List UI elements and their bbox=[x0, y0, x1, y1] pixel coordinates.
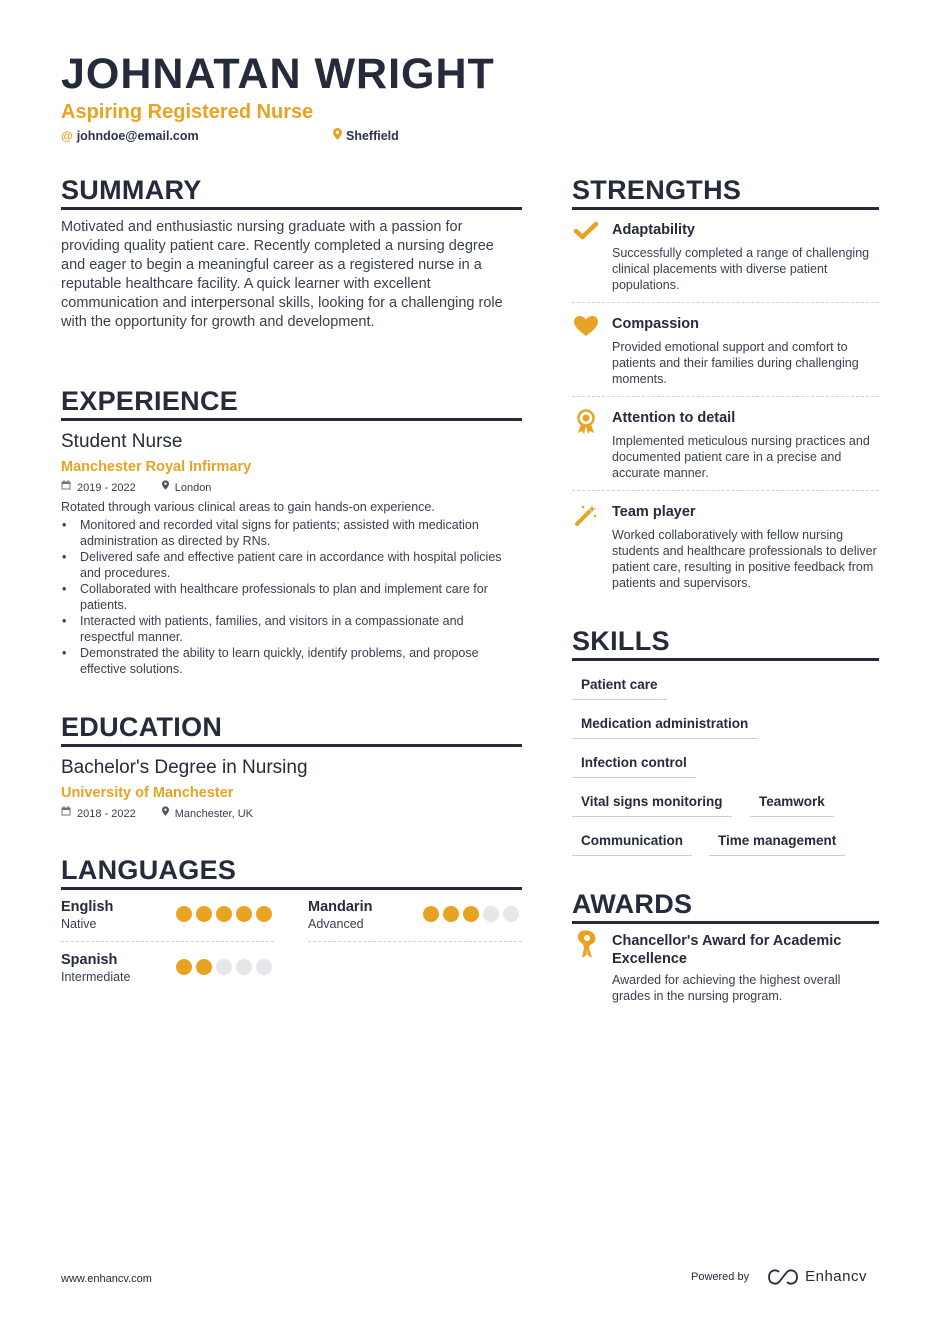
skill-tag: Medication administration bbox=[572, 715, 757, 739]
checkmark-icon bbox=[572, 221, 600, 245]
rating-dot-filled bbox=[196, 959, 212, 975]
strength-desc: Worked collaboratively with fellow nursing students and healthcare professionals to deliver patient care, resulting in positive feedback from patients and supervisors. bbox=[612, 528, 877, 590]
skill-tag: Infection control bbox=[572, 754, 696, 778]
job-organization: Manchester Royal Infirmary bbox=[61, 459, 252, 475]
location-text: Sheffield bbox=[346, 129, 399, 143]
calendar-icon bbox=[61, 480, 71, 495]
candidate-title: Aspiring Registered Nurse bbox=[61, 101, 314, 123]
languages-heading: LANGUAGES bbox=[61, 855, 522, 890]
language-name: English bbox=[61, 899, 114, 915]
rating-dot-filled bbox=[423, 906, 439, 922]
location-pin-icon bbox=[162, 806, 169, 821]
candidate-name: JOHNATAN WRIGHT bbox=[61, 50, 495, 98]
summary-text: Motivated and enthusiastic nursing graduate with a passion for providing quality patient care. Recently completed a nursing degree and eager to begin a meaningful career as a registered nurse in a reputable healthcare facility. A quick learner with excellent communication and interpersonal skills, looking for a challenging role with the opportunity for growth and development. bbox=[61, 219, 503, 330]
location-pin-icon bbox=[333, 128, 342, 144]
award-title: Chancellor's Award for Academic Excellence bbox=[612, 933, 842, 967]
contact-email[interactable] bbox=[61, 128, 199, 144]
rating-dot-empty bbox=[503, 906, 519, 922]
strength-title: Team player bbox=[612, 504, 696, 520]
skills-heading: SKILLS bbox=[572, 626, 879, 661]
job-location: London bbox=[174, 481, 212, 494]
award-description: Awarded for achieving the highest overall grades in the nursing program. bbox=[612, 973, 841, 1003]
language-name: Mandarin bbox=[308, 899, 373, 915]
education-location: Manchester, UK bbox=[174, 807, 253, 820]
job-role: Student Nurse bbox=[61, 431, 183, 452]
divider bbox=[308, 941, 522, 942]
medal-icon bbox=[572, 409, 600, 433]
heart-icon bbox=[572, 315, 600, 339]
list-item: • Demonstrated the ability to learn quickly, identify problems, and propose effective solutions. bbox=[61, 645, 516, 677]
strength-title: Adaptability bbox=[612, 222, 695, 238]
rating-dot-filled bbox=[256, 906, 272, 922]
school-name: University of Manchester bbox=[61, 785, 234, 801]
language-item bbox=[308, 898, 521, 932]
language-rating bbox=[423, 906, 519, 922]
strength-desc: Provided emotional support and comfort to patients and their families during challenging moments. bbox=[612, 340, 859, 386]
enhancv-logo-icon bbox=[767, 1269, 799, 1285]
education-dates: 2018 - 2022 bbox=[77, 807, 136, 820]
brand-name: Enhancv bbox=[805, 1268, 867, 1285]
language-item bbox=[61, 898, 274, 932]
language-item bbox=[61, 951, 274, 985]
skill-tag: Teamwork bbox=[750, 793, 834, 817]
education-heading: EDUCATION bbox=[61, 712, 522, 747]
language-level: Native bbox=[61, 917, 97, 931]
language-level: Advanced bbox=[308, 917, 364, 931]
strength-title: Attention to detail bbox=[612, 410, 736, 426]
calendar-icon bbox=[61, 806, 71, 821]
skill-tag: Time management bbox=[709, 832, 845, 856]
strength-title: Compassion bbox=[612, 316, 700, 332]
job-bullets bbox=[61, 517, 516, 677]
list-item: • Interacted with patients, families, and visitors in a compassionate and respectful manner. bbox=[61, 613, 516, 645]
rating-dot-filled bbox=[176, 906, 192, 922]
language-rating bbox=[176, 906, 272, 922]
degree-title: Bachelor's Degree in Nursing bbox=[61, 757, 308, 778]
list-item: • Delivered safe and effective patient care in accordance with hospital policies and procedures. bbox=[61, 549, 516, 581]
contact-location bbox=[333, 128, 399, 144]
education-meta bbox=[61, 806, 253, 821]
footer-site-link[interactable]: www.enhancv.com bbox=[61, 1273, 152, 1285]
divider bbox=[61, 941, 274, 942]
rating-dot-filled bbox=[236, 906, 252, 922]
skill-tag: Patient care bbox=[572, 676, 667, 700]
divider bbox=[572, 302, 879, 303]
rating-dot-empty bbox=[483, 906, 499, 922]
award-ribbon-icon bbox=[574, 930, 600, 960]
email-text: johndoe@email.com bbox=[76, 129, 199, 143]
rating-dot-empty bbox=[236, 959, 252, 975]
location-pin-icon bbox=[162, 480, 169, 495]
rating-dot-empty bbox=[256, 959, 272, 975]
divider bbox=[572, 396, 879, 397]
skill-tag: Vital signs monitoring bbox=[572, 793, 732, 817]
language-level: Intermediate bbox=[61, 970, 131, 984]
rating-dot-filled bbox=[176, 959, 192, 975]
experience-heading: EXPERIENCE bbox=[61, 386, 522, 421]
rating-dot-filled bbox=[443, 906, 459, 922]
list-item: • Monitored and recorded vital signs for patients; assisted with medication administration as directed by RNs. bbox=[61, 517, 516, 549]
at-icon: @ bbox=[61, 129, 73, 143]
strength-desc: Successfully completed a range of challenging clinical placements with diverse patient populations. bbox=[612, 246, 870, 292]
job-description: Rotated through various clinical areas to gain hands-on experience. bbox=[61, 500, 435, 514]
rating-dot-filled bbox=[216, 906, 232, 922]
strength-desc: Implemented meticulous nursing practices and documented patient care in a precise and accurate manner. bbox=[612, 434, 870, 480]
job-meta bbox=[61, 480, 211, 495]
footer-powered-by bbox=[691, 1268, 867, 1285]
language-rating bbox=[176, 959, 272, 975]
rating-dot-filled bbox=[196, 906, 212, 922]
language-name: Spanish bbox=[61, 952, 118, 968]
rating-dot-empty bbox=[216, 959, 232, 975]
magic-wand-icon bbox=[572, 503, 600, 527]
strengths-heading: STRENGTHS bbox=[572, 175, 879, 210]
awards-heading: AWARDS bbox=[572, 889, 879, 924]
summary-heading: SUMMARY bbox=[61, 175, 522, 210]
skill-tag: Communication bbox=[572, 832, 692, 856]
powered-by-label: Powered by bbox=[691, 1270, 750, 1283]
job-dates: 2019 - 2022 bbox=[77, 481, 136, 494]
rating-dot-filled bbox=[463, 906, 479, 922]
enhancv-logo[interactable] bbox=[767, 1268, 867, 1285]
divider bbox=[572, 490, 879, 491]
list-item: • Collaborated with healthcare professionals to plan and implement care for patients. bbox=[61, 581, 516, 613]
